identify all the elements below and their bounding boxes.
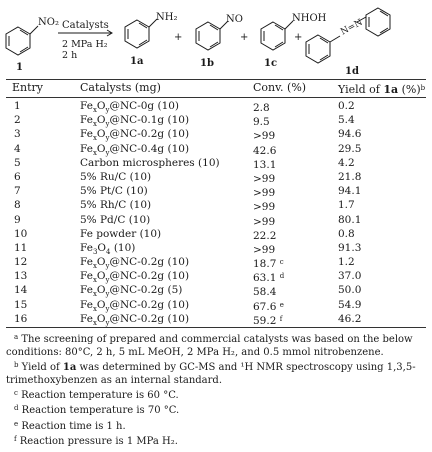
cell-conversion: 59.2 [253,314,277,327]
cell-conversion: >99 [253,215,276,228]
footnote-b [6,359,426,387]
cell-conversion: 22.2 [253,229,277,242]
cell-yield: 54.9 [338,298,362,311]
table-row [0,312,432,326]
cell-yield: 1.2 [338,256,355,269]
table-row [0,113,432,127]
header-yield [338,81,425,97]
cell-conversion: 42.6 [253,144,277,157]
cell-yield: 0.8 [338,227,355,240]
cell-yield: 1.7 [338,199,355,212]
footnote-b-text: was determined by GC-MS and ¹H NMR spectroscopy using 1,3,5-trimethoxybenzen as an internal standard. [6,362,416,387]
cell-catalyst: Carbon microspheres (10) [80,156,220,169]
cell-catalyst: $Fe_3O_4$ (10) [80,241,136,256]
cell-conversion-footnote-mark: e [279,300,284,309]
cell-yield: 4.2 [338,156,355,169]
cell-conversion-footnote-mark: f [279,314,283,323]
cell-entry: 15 [14,298,28,311]
cell-conversion: 13.1 [253,158,277,171]
cell-conversion: 2.8 [253,102,270,114]
cell-catalyst: 5% Pt/C (10) [80,185,148,198]
cell-yield: 94.6 [338,128,362,141]
cell-conversion-wrap [253,312,282,328]
cell-entry: 11 [14,241,28,254]
cell-entry: 4 [14,142,21,155]
cell-conversion-footnote-mark: c [279,258,284,267]
footnote-f [6,433,426,448]
product-1-group-label: NH₂ [156,12,178,23]
cell-conversion: >99 [253,201,276,214]
cell-catalyst: $Fe_xO_y@NC-0.2g$ (10) [80,270,190,285]
cell-entry: 14 [14,284,28,297]
cell-catalyst: $Fe_xO_y@NC-0.2g$ (10) [80,256,190,271]
header-catalysts: Catalysts (mg) [80,81,161,94]
cell-catalyst: $Fe_xO_y@NC-0g$ (10) [80,100,180,115]
table-row [0,156,432,170]
footnote-b-prefix: Yield of [21,362,63,374]
cell-entry: 1 [14,100,21,112]
header-yield-suffix: (%) [398,83,421,96]
cell-yield: 80.1 [338,213,362,226]
cell-yield: 37.0 [338,270,362,283]
cell-catalyst: $Fe_xO_y@NC-0.4g$ (10) [80,142,190,157]
table-row [0,127,432,141]
footnote-e-mark: e [14,419,19,428]
product-4-label: 1d [345,66,359,77]
cell-entry: 2 [14,114,21,127]
reactant-group-label: NO₂ [38,17,59,28]
footnote-d-text: Reaction temperature is 70 °C. [21,405,180,417]
cell-entry: 16 [14,312,28,325]
cell-yield: 50.0 [338,284,362,297]
product-4-group-label: N=N [339,17,365,38]
cell-yield: 5.4 [338,114,355,127]
footnote-c-text: Reaction temperature is 60 °C. [21,390,179,402]
conditions-line-2: 2 h [62,50,78,61]
cell-conversion: 58.4 [253,286,277,299]
cell-yield: 46.2 [338,312,362,325]
footnote-e [6,418,426,433]
cell-yield: 94.1 [338,185,362,198]
table-row [0,198,432,212]
cell-catalyst: $Fe_xO_y@NC-0.2g$ (10) [80,298,190,313]
product-1-label: 1a [130,56,144,67]
cell-conversion: 67.6 [253,300,277,313]
cell-entry: 13 [14,270,28,283]
table-row [0,255,432,269]
footnote-b-mark: b [14,361,19,370]
header-yield-compound: 1a [383,83,399,96]
table-row [0,213,432,227]
plus-sign-1: + [174,32,183,43]
cell-catalyst: $Fe_xO_y@NC-0.2g$ (10) [80,128,190,143]
cell-entry: 10 [14,227,28,240]
cell-entry: 6 [14,170,21,183]
cell-yield: 21.8 [338,170,362,183]
cell-catalyst: 5% Pd/C (10) [80,213,151,226]
phenylhydroxylamine-structure [261,21,293,50]
cell-catalyst: 5% Rh/C (10) [80,199,152,212]
nitrobenzene-structure [6,26,38,55]
table-row [0,227,432,241]
plus-sign-3: + [294,32,303,43]
cell-conversion: >99 [253,130,276,143]
cell-catalyst: $Fe_xO_y@NC-0.2g$ (5) [80,284,183,299]
footnote-c-mark: c [14,389,18,398]
footnote-f-mark: f [14,434,17,443]
cell-entry: 3 [14,128,21,141]
table-row [0,142,432,156]
cell-catalyst: 5% Ru/C (10) [80,170,152,183]
table-footnotes [6,331,426,448]
nitrosobenzene-structure [196,21,228,50]
footnote-e-text: Reaction time is 1 h. [21,420,126,432]
cell-entry: 7 [14,185,21,198]
footnote-c [6,387,426,402]
cell-conversion: >99 [253,172,276,185]
footnote-a-text: The screening of prepared and commercial catalysts was based on the below conditions: 80°C, 2 h, 5 mL MeOH, 2 MPa H₂, and 0.5 mmol nitrobenzene. [6,334,413,359]
table-row [0,283,432,297]
cell-entry: 9 [14,213,21,226]
cell-catalyst: $Fe_xO_y@NC-0.1g$ (10) [80,114,190,129]
product-2-label: 1b [200,58,214,69]
reactant-number: 1 [16,62,23,73]
table-body [0,99,432,326]
catalysts-label: Catalysts [62,20,109,31]
table-row [0,269,432,283]
reaction-scheme [0,0,432,78]
cell-entry: 8 [14,199,21,212]
table-row [0,241,432,255]
table-row [0,170,432,184]
table-header-rule [6,97,426,98]
cell-conversion: 9.5 [253,116,270,129]
cell-catalyst: $Fe_xO_y@NC-0.2g$ (10) [80,312,190,327]
header-entry: Entry [12,81,44,94]
footnote-b-compound: 1a [62,362,77,374]
table-row [0,184,432,198]
header-conversion: Conv. (%) [253,81,307,94]
product-3-label: 1c [264,58,278,69]
aniline-structure [125,19,157,48]
cell-conversion: 18.7 [253,258,277,271]
cell-conversion-footnote-mark: d [279,272,285,281]
cell-conversion: 63.1 [253,272,277,285]
conditions-line-1: 2 MPa H₂ [62,39,108,50]
product-3-group-label: NHOH [292,13,327,24]
table-row [0,99,432,113]
header-yield-prefix: Yield of [338,83,384,96]
footnote-f-text: Reaction pressure is 1 MPa H₂. [19,435,178,447]
table-bottom-rule [6,327,426,328]
plus-sign-2: + [240,32,249,43]
cell-conversion: >99 [253,243,276,256]
table-top-rule [6,79,426,80]
cell-yield: 0.2 [338,100,355,112]
cell-yield: 29.5 [338,142,362,155]
cell-yield: 91.3 [338,241,362,254]
table-row [0,298,432,312]
header-yield-footnote-mark: b [420,84,426,92]
cell-entry: 5 [14,156,21,169]
footnote-d-mark: d [14,404,19,413]
footnote-d [6,402,426,417]
product-2-group-label: NO [226,14,243,25]
cell-catalyst: Fe powder (10) [80,227,162,240]
cell-entry: 12 [14,256,28,269]
footnote-a-mark: a [14,333,19,341]
footnote-a [6,331,426,359]
cell-conversion: >99 [253,187,276,200]
